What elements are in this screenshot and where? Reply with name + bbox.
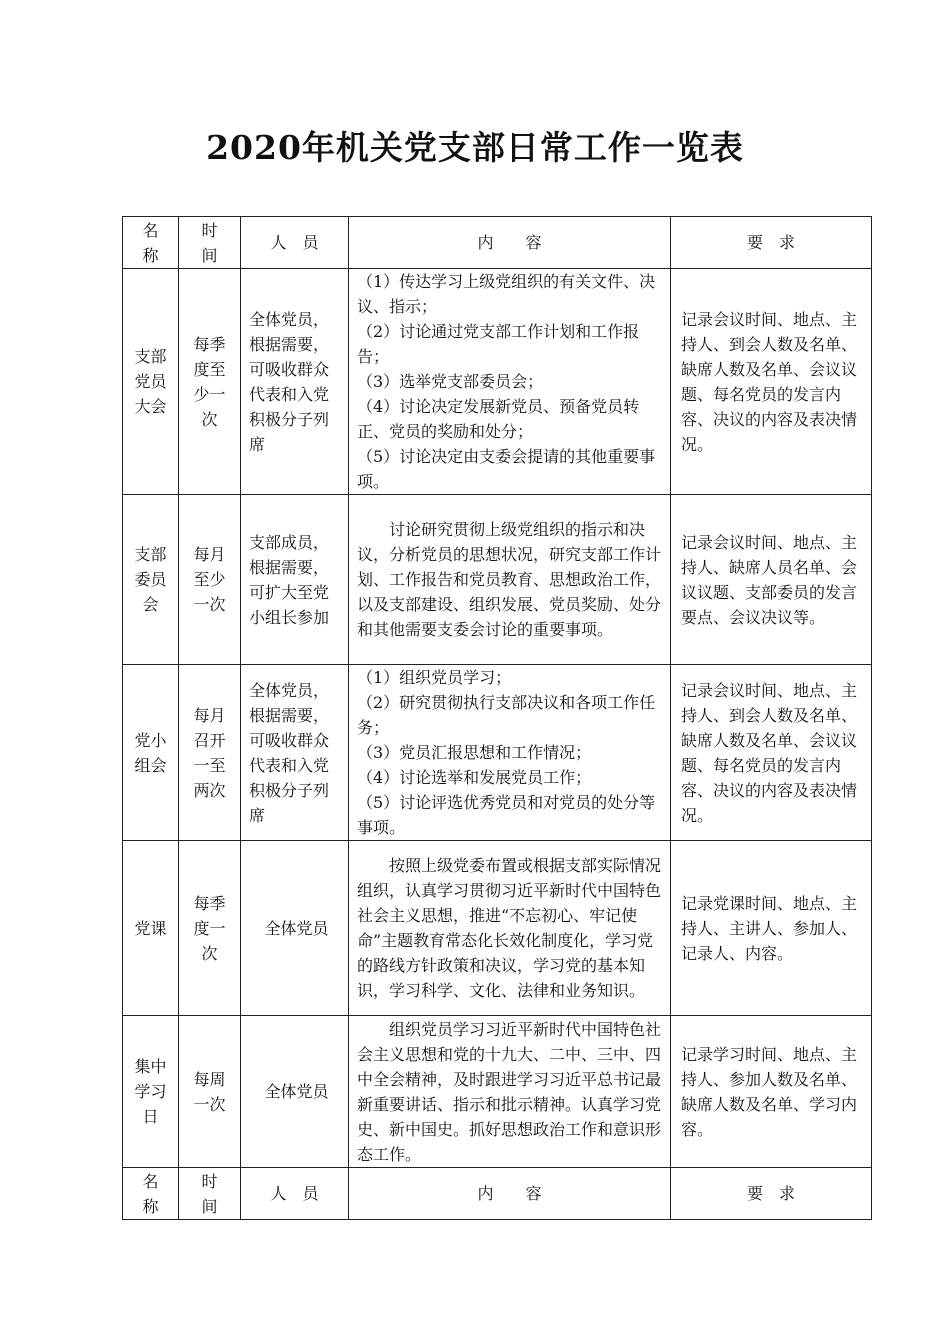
footer-header-content: 内 容: [349, 1168, 671, 1220]
footer-header-requirement: 要 求: [671, 1168, 872, 1220]
row-people: 全体党员: [241, 1016, 349, 1168]
page-title: 2020年机关党支部日常工作一览表: [206, 128, 744, 167]
row-requirement: 记录会议时间、地点、主持人、到会人数及名单、缺席人数及名单、会议议题、每名党员的发言内容、决议的内容及表决情况。: [671, 269, 872, 495]
row-requirement: 记录会议时间、地点、主持人、缺席人员名单、会议议题、支部委员的发言要点、会议决议等。: [671, 495, 872, 665]
row-requirement: 记录党课时间、地点、主持人、主讲人、参加人、记录人、内容。: [671, 841, 872, 1016]
row-name: 支部 委员 会: [123, 495, 179, 665]
footer-header-name: 名 称: [123, 1168, 179, 1220]
row-content: 讨论研究贯彻上级党组织的指示和决议，分析党员的思想状况，研究支部工作计划、工作报告和党员教育、思想政治工作，以及支部建设、组织发展、党员奖励、处分和其他需要支委会讨论的重要事项。: [349, 495, 671, 665]
table-row: [123, 495, 872, 665]
row-time: 每月 召开 一至 两次: [179, 665, 241, 841]
row-people: 支部成员，根据需要，可扩大至党小组长参加: [241, 495, 349, 665]
header-time: 时 间: [179, 217, 241, 269]
header-requirement: 要 求: [671, 217, 872, 269]
row-content: （1）组织党员学习； （2）研究贯彻执行支部决议和各项工作任务； （3）党员汇报思想和工作情况； （4）讨论选举和发展党员工作； （5）讨论评选优秀党员和对党员的处分等事项。: [349, 665, 671, 841]
row-people: 全体党员，根据需要，可吸收群众代表和入党积极分子列席: [241, 269, 349, 495]
footer-header-time: 时 间: [179, 1168, 241, 1220]
row-requirement: 记录会议时间、地点、主持人、到会人数及名单、缺席人数及名单、会议议题、每名党员的发言内容、决议的内容及表决情况。: [671, 665, 872, 841]
row-time: 每季 度至 少一 次: [179, 269, 241, 495]
row-content: （1）传达学习上级党组织的有关文件、决议、指示； （2）讨论通过党支部工作计划和工作报告； （3）选举党支部委员会； （4）讨论决定发展新党员、预备党员转正、党员的奖励和处分； （5）讨论决定由支委会提请的其他重要事项。: [349, 269, 671, 495]
row-name: 支部 党员 大会: [123, 269, 179, 495]
row-name: 党小 组会: [123, 665, 179, 841]
row-people: 全体党员: [241, 841, 349, 1016]
row-time: 每月 至少 一次: [179, 495, 241, 665]
row-requirement: 记录学习时间、地点、主持人、参加人数及名单、缺席人数及名单、学习内容。: [671, 1016, 872, 1168]
header-content: 内 容: [349, 217, 671, 269]
table-row: [123, 841, 872, 1016]
header-name: 名 称: [123, 217, 179, 269]
work-table: [122, 216, 872, 1220]
row-time: 每季 度一 次: [179, 841, 241, 1016]
table-row: [123, 1016, 872, 1168]
header-row: [123, 217, 872, 269]
header-people: 人 员: [241, 217, 349, 269]
row-name: 集中 学习 日: [123, 1016, 179, 1168]
row-content: 组织党员学习习近平新时代中国特色社会主义思想和党的十九大、二中、三中、四中全会精神，及时跟进学习习近平总书记最新重要讲话、指示和批示精神。认真学习党史、新中国史。抓好思想政治工作和意识形态工作。: [349, 1016, 671, 1168]
table-row: [123, 269, 872, 495]
row-time: 每周 一次: [179, 1016, 241, 1168]
table-row: [123, 665, 872, 841]
footer-header-people: 人 员: [241, 1168, 349, 1220]
row-people: 全体党员，根据需要，可吸收群众代表和入党积极分子列席: [241, 665, 349, 841]
row-name: 党课: [123, 841, 179, 1016]
footer-header-row: [123, 1168, 872, 1220]
row-content: 按照上级党委布置或根据支部实际情况组织，认真学习贯彻习近平新时代中国特色社会主义思想，推进“不忘初心、牢记使命”主题教育常态化长效化制度化，学习党的路线方针政策和决议，学习党的基本知识，学习科学、文化、法律和业务知识。: [349, 841, 671, 1016]
